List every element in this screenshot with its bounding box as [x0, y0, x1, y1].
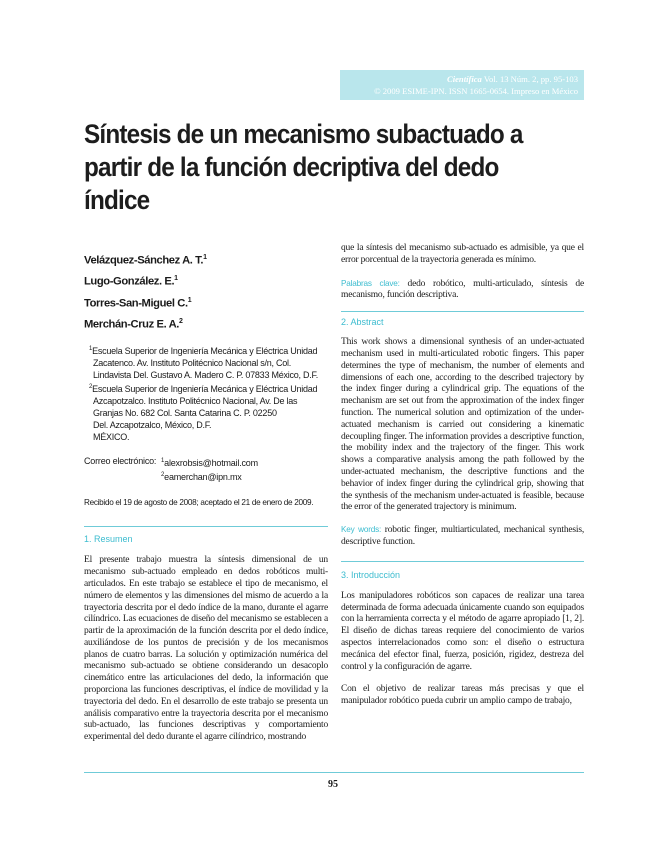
divider [341, 311, 584, 312]
journal-name: Científica [447, 74, 482, 84]
resumen-continued: que la síntesis del mecanismo sub-actuado es admisible, ya que el error porcentual de la trayectoria generada es mínimo. [341, 243, 584, 265]
paper-title: Síntesis de un mecanismo subactuado a partir de la función decriptiva del dedo índice [84, 119, 523, 215]
abstract-text: This work shows a dimensional synthesis of an under-actuated mechanism used in multi-articulated robotic fingers. This paper determines the type of mechanism, the number of elements and dimensions of each one, according to the described trajectory by the index finger during a cylindrical grip. The equations of the mechanism are set out from the approximation of the index finger function. The numerical solution and optimization of the under-actuated mechanism is carried out considering a kinematic decoupling finger. The information provides a descriptive function, the mobility index and the trajectory of the finger. This work shows a comparative analysis among the path followed by the under-actuated mechanism, the descriptive functions and the behavior of index finger during the cylindrical grip, showing that the synthesis of the mechanism under-actuated is feasible, because the error of the generated trajectory is minimum. [341, 337, 584, 513]
affiliation-1: $^1$Escuela Superior de Ingeniería Mecánica y Eléctrica Unidad Zacatenco. Av. Instituto Politécnico Nacional s/n, Col. Lindavista Del. Gustavo A. Madero C. P. 07833 México, D.F. [89, 346, 318, 381]
section-heading-abstract: 2. Abstract [341, 317, 384, 328]
left-column [84, 249, 328, 744]
key-words: Key words: robotic finger, multiarticulated, mechanical synthesis, descriptive function. [341, 525, 584, 547]
palabras-clave-label: Palabras clave: [341, 278, 400, 288]
author: Lugo-González. E.$^1$ [84, 275, 178, 289]
introduccion-paragraph-2: Con el objetivo de realizar tareas más precisas y que el manipulador robótico pueda cubrir un amplio campo de trabajo, [341, 684, 584, 707]
affiliations [84, 343, 328, 443]
palabras-clave: Palabras clave: dedo robótico, multi-articulado, síntesis de mecanismo, función descriptiva. [341, 278, 584, 301]
divider [84, 526, 328, 527]
section-heading-introduccion: 3. Introducción [341, 569, 401, 580]
footer-divider [84, 772, 584, 773]
journal-header [340, 70, 584, 100]
journal-issn: © 2009 ESIME-IPN. ISSN 1665-0654. Impreso en México [374, 86, 578, 96]
email-label: Correo electrónico: [84, 456, 157, 467]
key-words-label: Key words: [341, 525, 382, 535]
email-block [84, 455, 328, 483]
divider [341, 561, 584, 562]
author: Velázquez-Sánchez A. T.$^1$ [84, 254, 207, 267]
author: Torres-San-Miguel C.$^1$ [84, 296, 192, 310]
author: Merchán-Cruz E. A.$^2$ [84, 317, 183, 331]
journal-volume: Vol. 13 Núm. 2, pp. 95-103 [483, 74, 578, 84]
section-heading-resumen: 1. Resumen [84, 534, 133, 545]
right-column [341, 243, 584, 708]
email-address: $^2$eamerchan@ipn.mx [161, 472, 242, 483]
author-list [84, 249, 328, 334]
received-date: Recibido el 19 de agosto de 2008; aceptado el 21 de enero de 2009. [84, 498, 314, 508]
resumen-text: El presente trabajo muestra la síntesis dimensional de un mecanismo sub-actuado empleado en dedos robóticos multi-articulados. En este trabajo se establece el tipo de mecanismo, el número de elementos y las dimensiones del mismo de acuerdo a la trayectoria descrita por el dedo índice de la mano, durante el agarre cilíndrico. Las ecuaciones de diseño del mecanismo se establecen a partir de la aproximación de la función descrita por el dedo índice, auxiliándose de los puntos de precisión y de los mecanismos planos de cuatro barras. La solución y optimización numérica del mecanismo sub-actuado se obtiene considerando un desacoplo cinemático entre las articulaciones del dedo, la información que proporciona las funciones descriptivas, el índice de movilidad y la trayectoria del dedo. En el desarrollo de este trabajo se presenta un análisis comparativo entre la trayectoria descrita por el mecanismo sub-actuado, las funciones descriptivas y comportamiento experimental del dedo durante el agarre cilíndrico, mostrando [84, 555, 328, 743]
introduccion-paragraph-1: Los manipuladores robóticos son capaces de realizar una tarea determinada de forma adecuada únicamente cuando son equipados con la herramienta correcta y el método de agarre apropiado [1, 2]. El diseño de dichas tareas requiere del conocimiento de varios aspectos interrelacionados como son: el diseño o estructura mecánica del efector final, fuerza, posición, rigidez, destreza del control y la configuración de agarre. [341, 590, 584, 672]
email-address: $^1$alexrobsis@hotmail.com [161, 458, 258, 469]
page-number: 95 [328, 779, 338, 790]
affiliation-2: $^2$Escuela Superior de Ingeniería Mecánica y Eléctrica Unidad Azcapotzalco. Instituto Politécnico Nacional, Av. De las Granjas No. 682 Col. Santa Catarina C. P. 02250 Del. Azcapotzalco, México, D.F. MÉXICO. [89, 384, 318, 443]
